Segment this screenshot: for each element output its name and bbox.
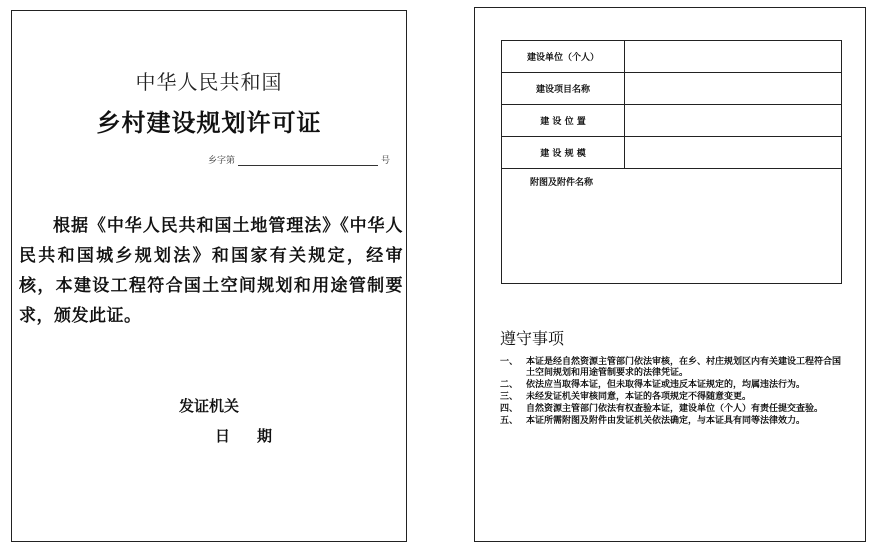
row-value-scale bbox=[625, 137, 842, 169]
notice-number: 一、 bbox=[500, 357, 519, 367]
country-name: 中华人民共和国 bbox=[135, 70, 283, 94]
table-row bbox=[502, 169, 842, 284]
notice-text: 自然资源主管部门依法有权查验本证，建设单位（个人）有责任提交查验。 bbox=[526, 404, 824, 414]
notice-number: 二、 bbox=[500, 380, 519, 390]
permit-title: 乡村建设规划许可证 bbox=[96, 109, 322, 137]
list-item bbox=[500, 380, 845, 391]
notice-text: 本证所需附图及附件由发证机关依法确定，与本证具有同等法律效力。 bbox=[526, 416, 806, 426]
notice-text: 未经发证机关审核同意，本证的各项规定不得随意变更。 bbox=[526, 392, 752, 402]
notice-number: 三、 bbox=[500, 392, 519, 402]
table-row bbox=[502, 105, 842, 137]
attachments-cell: 附图及附件名称 bbox=[502, 169, 842, 284]
permit-number-field bbox=[238, 155, 378, 166]
notice-text: 本证是经自然资源主管部门依法审核，在乡、村庄规划区内有关建设工程符合国土空间规划和用途管制要求的法律凭证。 bbox=[526, 357, 842, 378]
row-value-applicant bbox=[625, 41, 842, 73]
list-item bbox=[500, 416, 845, 427]
permit-front-page bbox=[11, 10, 407, 542]
notice-number: 五、 bbox=[500, 416, 519, 426]
row-label-scale: 建 设 规 模 bbox=[502, 137, 625, 169]
row-label-project-name: 建设项目名称 bbox=[502, 73, 625, 105]
project-info-table bbox=[501, 40, 842, 284]
permit-back-page bbox=[474, 7, 866, 542]
list-item bbox=[500, 357, 845, 379]
row-label-applicant: 建设单位（个人） bbox=[502, 41, 625, 73]
row-value-project-name bbox=[625, 73, 842, 105]
date-label bbox=[215, 425, 273, 446]
date-label-part-2: 期 bbox=[257, 427, 274, 445]
list-item bbox=[500, 392, 845, 403]
table-row bbox=[502, 137, 842, 169]
number-suffix: 号 bbox=[381, 156, 391, 166]
notice-text: 依法应当取得本证，但未取得本证或违反本证规定的，均属违法行为。 bbox=[526, 380, 806, 390]
permit-statement: 根据《中华人民共和国土地管理法》《中华人民共和国城乡规划法》和国家有关规定，经审核，本建设工程符合国土空间规划和用途管制要求，颁发此证。 bbox=[19, 216, 403, 326]
table-row bbox=[502, 41, 842, 73]
notice-title: 遵守事项 bbox=[500, 329, 565, 348]
row-label-location: 建 设 位 置 bbox=[502, 105, 625, 137]
number-prefix: 乡字第 bbox=[208, 156, 236, 166]
notice-list bbox=[500, 357, 845, 428]
table-row bbox=[502, 73, 842, 105]
row-value-location bbox=[625, 105, 842, 137]
permit-number-line bbox=[208, 153, 390, 166]
date-label-part-1: 日 bbox=[215, 427, 232, 445]
notice-number: 四、 bbox=[500, 404, 519, 414]
issuing-authority-label: 发证机关 bbox=[178, 397, 239, 415]
list-item bbox=[500, 404, 845, 415]
